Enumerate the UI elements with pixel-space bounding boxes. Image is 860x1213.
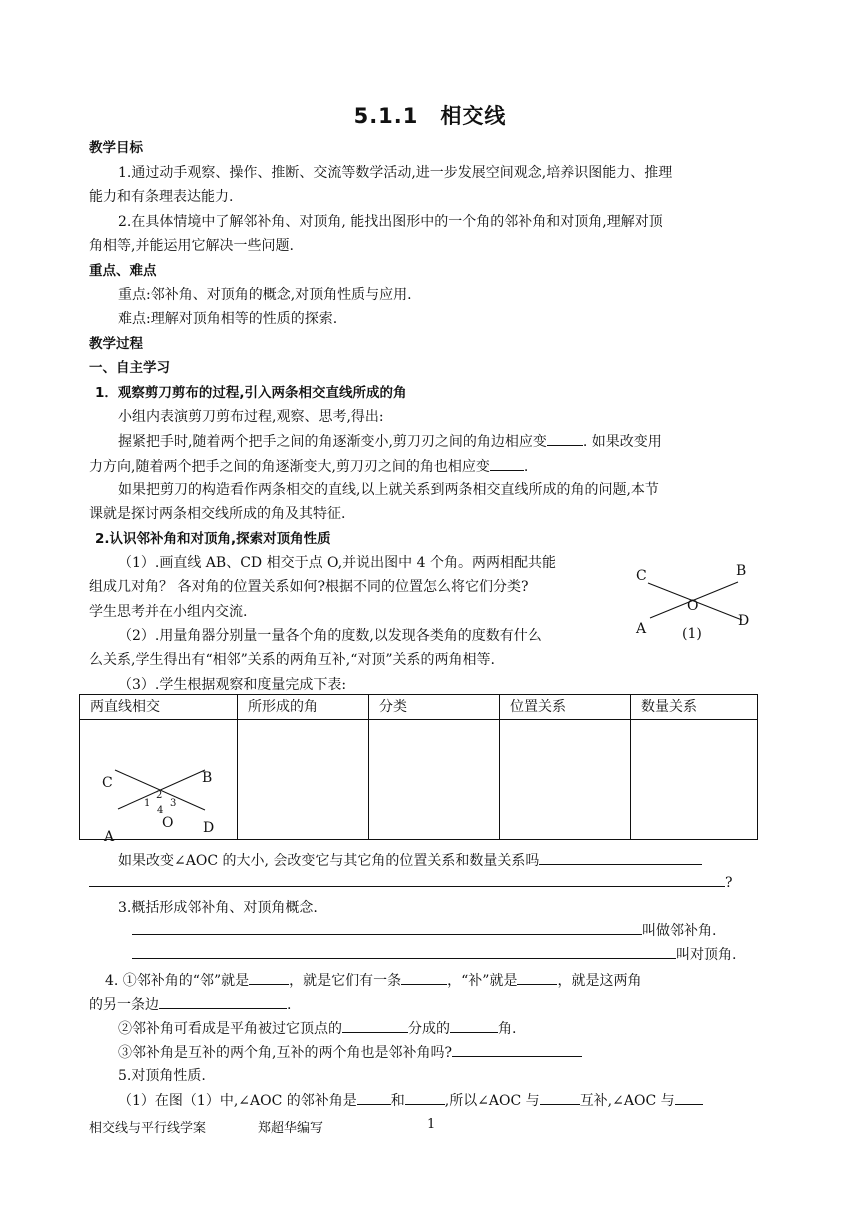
item4-line3: ②邻补角可看成是平角被过它顶点的 分成的 角. (118, 1018, 516, 1039)
table-cell (631, 720, 758, 840)
goal2-line1: 2.在具体情境中了解邻补角、对顶角, 能找出图形中的一个角的邻补角和对顶角,理解对顶 (118, 214, 663, 230)
goal1-line2: 能力和有条理表达能力. (89, 189, 234, 205)
angle-number-1: 1 (144, 798, 151, 809)
table-cell (238, 720, 369, 840)
table-row (80, 720, 758, 840)
hard-point: 难点:理解对顶角相等的性质的探索. (118, 311, 338, 327)
item4-line2: 的另一条边 . (89, 994, 291, 1015)
item1-p4a: 如果把剪刀的构造看作两条相交的直线,以上就关系到两条相交直线所成的角的问题,本节 (118, 482, 659, 498)
fig1-label-o: O (687, 598, 699, 614)
table-header-cell: 数量关系 (631, 695, 758, 720)
item2-p1b: 组成几对角？ 各对角的位置关系如何?根据不同的位置怎么将它们分类? (89, 579, 529, 595)
angle-table (79, 694, 758, 845)
item5-title: 5.对顶角性质. (118, 1068, 206, 1084)
item2-p3: （3）.学生根据观察和度量完成下表: (118, 677, 347, 693)
section1-heading: 一、自主学习 (89, 360, 170, 376)
table-fig-label-c: C (102, 775, 113, 791)
question-change-angle-line2: ? (89, 872, 733, 893)
item2-p2a: （2）.用量角器分别量一量各个角的度数,以发现各类角的度数有什么 (118, 628, 542, 644)
table-header-cell: 两直线相交 (80, 695, 238, 720)
key-heading: 重点、难点 (89, 263, 157, 279)
fig1-label-c: C (636, 568, 647, 584)
fig1-label-a: A (636, 621, 647, 637)
table-header-cell: 位置关系 (500, 695, 631, 720)
item2-p1a: （1）.画直线 AB、CD 相交于点 O,并说出图中 4 个角。两两相配共能 (118, 555, 556, 571)
angle-number-4: 4 (157, 805, 164, 816)
question-change-angle: 如果改变∠AOC 的大小, 会改变它与其它角的位置关系和数量关系吗 (118, 850, 702, 871)
goals-heading: 教学目标 (89, 140, 143, 156)
fig1-label-b: B (736, 563, 747, 579)
table-fig-label-d: D (203, 820, 215, 836)
item3-line1: 叫做邻补角. (132, 920, 716, 941)
key-point: 重点:邻补角、对顶角的概念,对顶角性质与应用. (118, 287, 412, 303)
table-cell (369, 720, 500, 840)
table-cell (500, 720, 631, 840)
table-header-cell: 所形成的角 (238, 695, 369, 720)
goal1-line1: 1.通过动手观察、操作、推断、交流等数学活动,进一步发展空间观念,培养识图能力、推理 (118, 165, 673, 181)
item1-p4b: 课就是探讨两条相交线所成的角及其特征. (89, 506, 346, 522)
item2-p1c: 学生思考并在小组内交流. (89, 604, 248, 620)
footer-left: 相交线与平行线学案 (89, 1121, 207, 1136)
fig1-caption: (1) (682, 626, 702, 642)
footer-author: 郑超华编写 (258, 1121, 324, 1136)
item1-p1: 小组内表演剪刀剪布过程,观察、思考,得出: (118, 409, 384, 425)
item2-p2b: 么关系,学生得出有“相邻”关系的两角互补,“对顶”关系的两角相等. (89, 652, 495, 668)
item3-title: 3.概括形成邻补角、对顶角概念. (118, 900, 318, 916)
item3-line2: 叫对顶角. (132, 944, 736, 965)
table-fig-label-a: A (104, 829, 115, 845)
page-title: 5.1.1 相交线 (353, 104, 507, 128)
process-heading: 教学过程 (89, 336, 143, 352)
fig1-label-d: D (738, 613, 750, 629)
angle-number-3: 3 (170, 798, 177, 809)
table-header-row (80, 695, 758, 720)
angle-number-2: 2 (156, 790, 163, 801)
goal2-line2: 角相等,并能运用它解决一些问题. (89, 238, 294, 254)
item1-title: 1．观察剪刀剪布的过程,引入两条相交直线所成的角 (95, 385, 407, 401)
item4-line4: ③邻补角是互补的两个角,互补的两个角也是邻补角吗? (118, 1042, 582, 1063)
table-header-cell: 分类 (369, 695, 500, 720)
table-fig-label-b: B (202, 770, 213, 786)
footer-page-number: 1 (427, 1117, 436, 1132)
item5-line1: （1）在图（1）中,∠AOC 的邻补角是 和 ,所以∠AOC 与 互补,∠AOC 与 (118, 1090, 703, 1111)
table-figure-cell (80, 720, 238, 845)
table-fig-label-o: O (162, 815, 174, 831)
item2-title: 2.认识邻补角和对顶角,探索对顶角性质 (95, 531, 331, 547)
item1-p2: 握紧把手时,随着两个把手之间的角逐渐变小,剪刀刃之间的角边相应变 . 如果改变用 (118, 431, 662, 452)
item4-line1: 4. ①邻补角的“邻”就是 ，就是它们有一条 ，“补”就是 ，就是这两角 (105, 970, 641, 991)
item1-p3: 力方向,随着两个把手之间的角逐渐变大,剪刀刃之间的角也相应变 . (89, 456, 528, 477)
